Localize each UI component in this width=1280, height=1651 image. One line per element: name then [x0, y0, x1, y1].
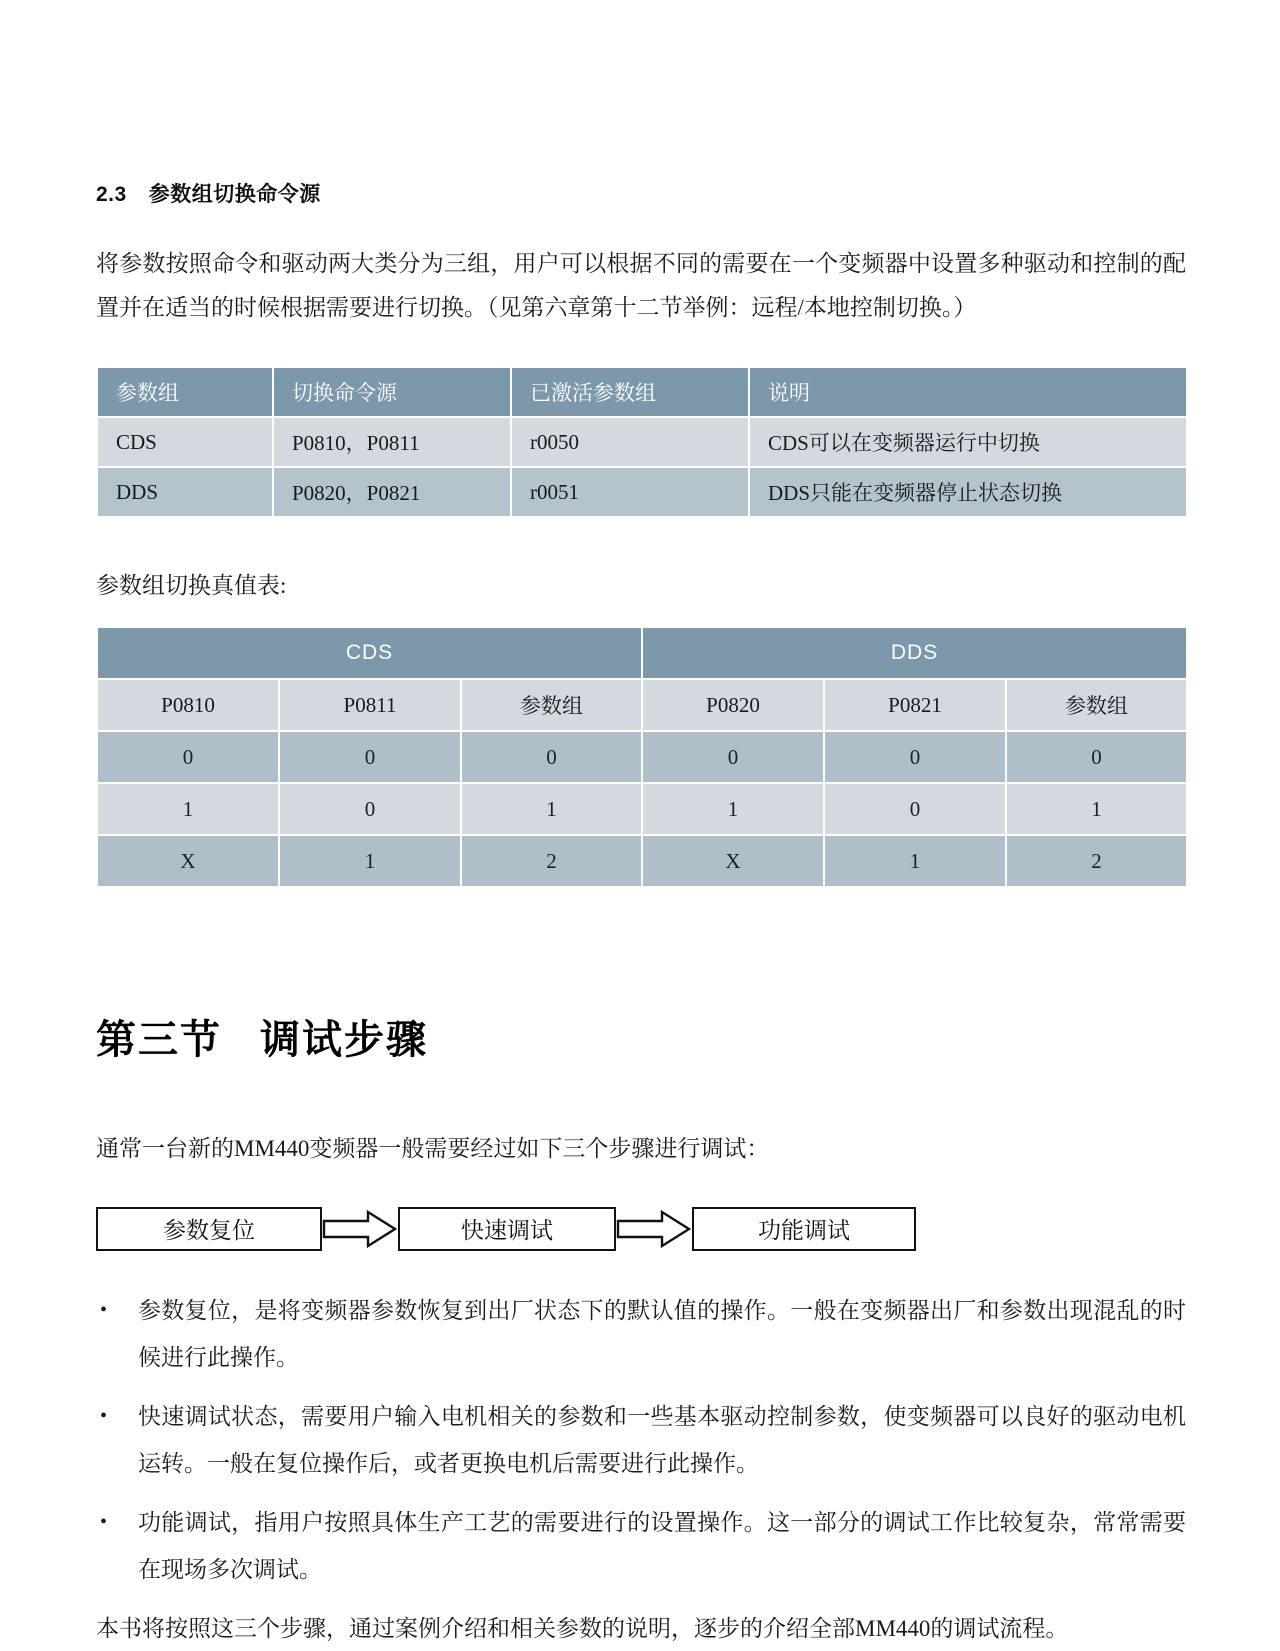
truth-table-cell: 1: [824, 835, 1006, 887]
truth-table-subheader-cell: P0821: [824, 679, 1006, 731]
table-header-cell: 已激活参数组: [511, 367, 749, 417]
truth-table-subheader-cell: P0811: [279, 679, 461, 731]
truth-table-subheader-cell: P0820: [642, 679, 824, 731]
page-content: [96, 178, 1186, 1651]
right-arrow-icon: [322, 1209, 398, 1249]
right-arrow-icon: [616, 1209, 692, 1249]
truth-table-cell: 1: [642, 783, 824, 835]
truth-table-caption: 参数组切换真值表:: [96, 573, 287, 598]
truth-table-cell: 0: [824, 731, 1006, 783]
flow-step-box: 功能调试: [692, 1207, 916, 1251]
commissioning-flow-diagram: [96, 1207, 1186, 1251]
truth-table-group-row: [97, 627, 1187, 679]
table-cell: r0050: [511, 417, 749, 467]
list-item: • 功能调试，指用户按照具体生产工艺的需要进行的设置操作。这一部分的调试工作比较复杂，常常需要在现场多次调试。: [96, 1499, 1186, 1593]
subsection-title: 参数组切换命令源: [148, 183, 321, 206]
truth-table-subheader-row: [97, 679, 1187, 731]
truth-table-row: [97, 783, 1187, 835]
truth-table-cell: X: [642, 835, 824, 887]
truth-table-cell: 0: [824, 783, 1006, 835]
truth-table-row: [97, 835, 1187, 887]
truth-table-subheader-cell: P0810: [97, 679, 279, 731]
table-header-cell: 切换命令源: [273, 367, 511, 417]
truth-table-cell: 1: [1006, 783, 1187, 835]
table-header-row: [97, 367, 1187, 417]
table-cell: P0810，P0811: [273, 417, 511, 467]
truth-table-cell: 1: [279, 835, 461, 887]
subsection-heading: [96, 178, 1186, 208]
truth-table-cell: 0: [97, 731, 279, 783]
truth-table-cell: 1: [461, 783, 642, 835]
section-label: 第三节: [96, 1018, 222, 1062]
truth-table-subheader-cell: 参数组: [461, 679, 642, 731]
truth-table-row: [97, 731, 1187, 783]
truth-table-cell: 0: [642, 731, 824, 783]
table-cell: DDS: [97, 467, 273, 517]
truth-table-cell: 1: [97, 783, 279, 835]
truth-table-cell: X: [97, 835, 279, 887]
truth-table-cell: 0: [1006, 731, 1187, 783]
table-header-cell: 参数组: [97, 367, 273, 417]
flow-step-box: 参数复位: [96, 1207, 322, 1251]
subsection-intro-paragraph: 将参数按照命令和驱动两大类分为三组，用户可以根据不同的需要在一个变频器中设置多种驱动和控制的配置并在适当的时候根据需要进行切换。（见第六章第十二节举例：远程/本地控制切换。）: [96, 251, 1186, 320]
table-row: [97, 417, 1187, 467]
section-title: 调试步骤: [260, 1018, 428, 1062]
list-item: • 参数复位，是将变频器参数恢复到出厂状态下的默认值的操作。一般在变频器出厂和参数出现混乱的时候进行此操作。: [96, 1287, 1186, 1381]
truth-table-cell: 0: [461, 731, 642, 783]
truth-table: [96, 626, 1188, 888]
table-cell: CDS: [97, 417, 273, 467]
flow-step-box: 快速调试: [398, 1207, 616, 1251]
section-heading: [96, 1008, 1186, 1065]
table-cell: P0820，P0821: [273, 467, 511, 517]
truth-table-subheader-cell: 参数组: [1006, 679, 1187, 731]
command-source-table: [96, 366, 1188, 518]
truth-table-group-cds: CDS: [97, 627, 642, 679]
truth-table-cell: 0: [279, 731, 461, 783]
table-cell: r0051: [511, 467, 749, 517]
truth-table-cell: 2: [1006, 835, 1187, 887]
truth-table-cell: 0: [279, 783, 461, 835]
truth-table-group-dds: DDS: [642, 627, 1187, 679]
table-cell: DDS只能在变频器停止状态切换: [749, 467, 1187, 517]
table-row: [97, 467, 1187, 517]
commissioning-steps-list: [96, 1287, 1186, 1593]
closing-paragraph: 本书将按照这三个步骤，通过案例介绍和相关参数的说明，逐步的介绍全部MM440的调试流程。: [96, 1616, 1069, 1641]
table-cell: CDS可以在变频器运行中切换: [749, 417, 1187, 467]
section-intro-paragraph: 通常一台新的MM440变频器一般需要经过如下三个步骤进行调试：: [96, 1136, 770, 1161]
list-item: • 快速调试状态，需要用户输入电机相关的参数和一些基本驱动控制参数，使变频器可以良好的驱动电机运转。一般在复位操作后，或者更换电机后需要进行此操作。: [96, 1393, 1186, 1487]
table-header-cell: 说明: [749, 367, 1187, 417]
subsection-number: 2.3: [96, 183, 127, 206]
truth-table-cell: 2: [461, 835, 642, 887]
